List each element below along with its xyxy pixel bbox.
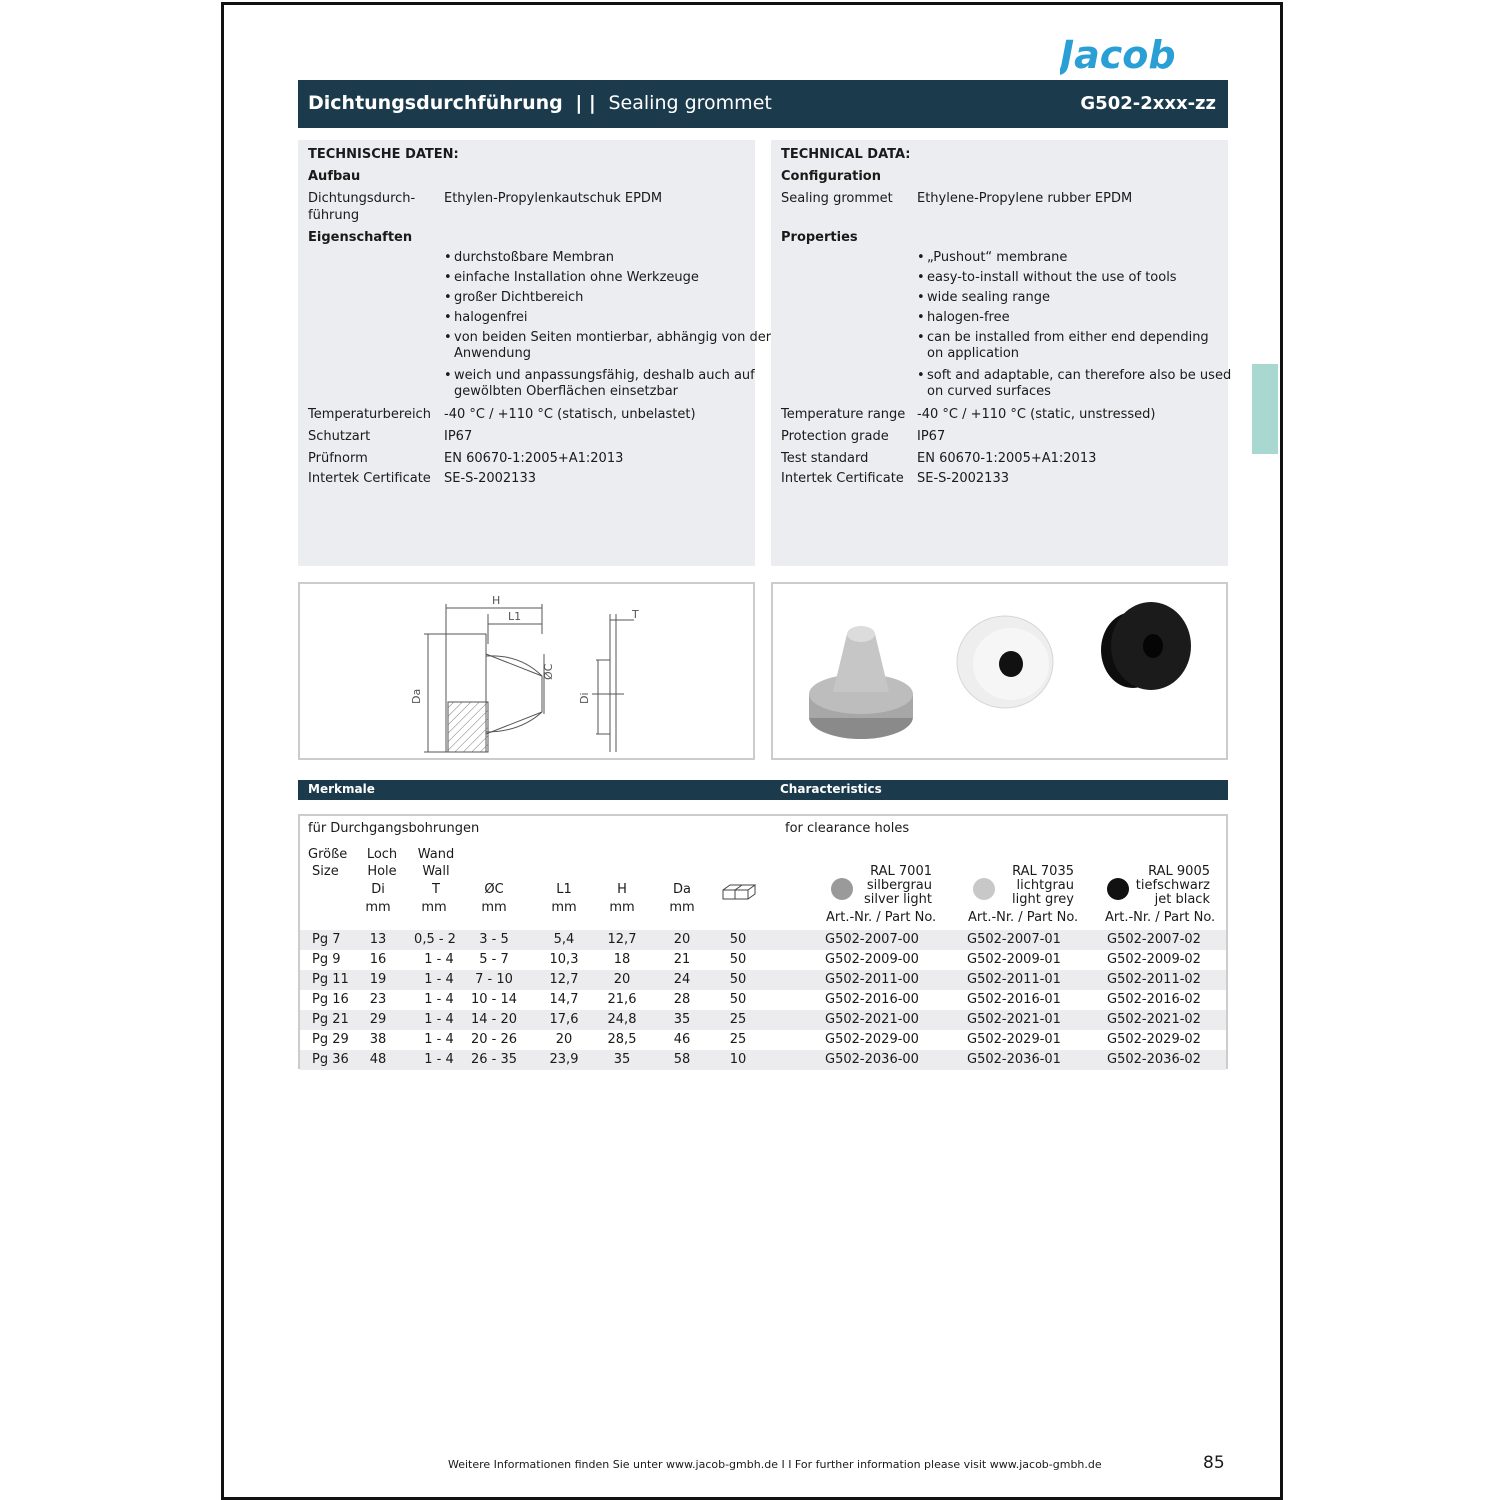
table-row: Pg 16 23 1 - 4 10 - 14 14,7 21,6 28 50 G502-2016-00 G502-2016-01 G502-2016-02 <box>312 992 1201 1007</box>
config-value-de: Ethylen-Propylenkautschuk EPDM <box>444 191 663 206</box>
section-config-en: Configuration <box>781 169 881 184</box>
config-value-en: Ethylene-Propylene rubber EPDM <box>917 191 1133 206</box>
page-number: 85 <box>1203 1453 1225 1473</box>
grommet-black-image <box>1101 602 1191 690</box>
section-properties-de: Eigenschaften <box>308 230 413 245</box>
header-wall-de: Wand <box>417 847 455 862</box>
swatch-black-icon <box>1106 877 1130 901</box>
characteristics-en: Characteristics <box>780 782 882 796</box>
header-da: Da <box>673 882 691 897</box>
swatch-lightgrey-icon <box>972 877 996 901</box>
heading-en: TECHNICAL DATA: <box>781 147 911 162</box>
color2-de: lichtgrau <box>1016 878 1074 893</box>
header-hole-sym: Di <box>371 882 385 897</box>
section-config-de: Aufbau <box>308 169 361 184</box>
header-c: ØC <box>484 882 504 897</box>
header-hole-unit: mm <box>365 900 391 915</box>
config-label-de-2: führung <box>308 208 360 223</box>
swatch-silver-icon <box>830 877 854 901</box>
technical-drawing <box>298 582 755 760</box>
dim-label-t: T <box>632 608 639 621</box>
technical-data-en: TECHNICAL DATA: Configuration Sealing grommet Ethylene-Propylene rubber EPDM Properties • „Pushout“ membrane • easy-to-install without the use of tools • wide sealing range • halogen-free • can be installed from either end depending on application • soft and adaptable, can therefore also be used on curved surfaces Temperature range -40 °C / +110 °C (static, unstressed) Protection grade IP67 Test standard EN 60670-1:2005+A1:2013 Intertek Certificate SE-S-2002133 <box>771 140 1228 566</box>
header-size-de: Größe <box>308 847 348 862</box>
table-row: Pg 7 13 0,5 - 2 3 - 5 5,4 12,7 20 50 G502-2007-00 G502-2007-01 G502-2007-02 <box>300 930 1226 950</box>
photos-svg <box>773 584 1226 758</box>
protection-label-en: Protection grade <box>781 429 889 444</box>
drawing-svg <box>300 584 753 758</box>
standard-value-de: EN 60670-1:2005+A1:2013 <box>444 451 624 466</box>
note-de: für Durchgangsbohrungen <box>308 821 480 836</box>
table-row: Pg 29 38 1 - 4 20 - 26 20 28,5 46 25 G502-2029-00 G502-2029-01 G502-2029-02 <box>312 1032 1201 1047</box>
temp-label-de: Temperaturbereich <box>308 407 431 422</box>
header-wall-sym: T <box>432 882 440 897</box>
jacob-logo <box>1060 36 1230 76</box>
color2-en: light grey <box>1012 892 1074 907</box>
header-c-unit: mm <box>481 900 507 915</box>
dim-label-da: Da <box>410 688 423 704</box>
header-h: H <box>617 882 627 897</box>
chapter-tab-marker <box>1252 364 1278 454</box>
characteristics-de: Merkmale <box>308 782 375 796</box>
box-icon <box>722 884 756 900</box>
table-row: Pg 9 16 1 - 4 5 - 7 10,3 18 21 50 G502-2009-00 G502-2009-01 G502-2009-02 <box>312 952 1201 967</box>
characteristics-bar <box>298 780 1228 800</box>
temp-label-en: Temperature range <box>781 407 906 422</box>
note-en: for clearance holes <box>785 821 910 836</box>
dim-label-l1: L1 <box>508 610 522 623</box>
page-title <box>308 92 772 114</box>
title-de: Dichtungsdurchführung <box>308 92 563 114</box>
config-label-en: Sealing grommet <box>781 191 893 206</box>
color1-ral: RAL 7001 <box>870 864 932 879</box>
color3-ral: RAL 9005 <box>1148 864 1210 879</box>
certificate-label-en: Intertek Certificate <box>781 471 904 486</box>
header-hole-de: Loch <box>366 847 398 862</box>
header-wall-unit: mm <box>421 900 447 915</box>
dim-label-c: ØC <box>542 663 555 680</box>
header-l1: L1 <box>556 882 572 897</box>
protection-label-de: Schutzart <box>308 429 371 444</box>
title-bar <box>298 80 1228 128</box>
dim-label-h: H <box>492 594 501 607</box>
grommet-silver-image <box>809 626 913 739</box>
grommet-lightgrey-image <box>957 616 1053 708</box>
dim-label-di: Di <box>578 692 591 704</box>
footer-text: Weitere Informationen finden Sie unter www.jacob-gmbh.de I I For further information please visit www.jacob-gmbh.de <box>448 1458 1102 1471</box>
color1-de: silbergrau <box>866 878 932 893</box>
temp-value-de: -40 °C / +110 °C (statisch, unbelastet) <box>444 407 696 422</box>
color3-de: tiefschwarz <box>1135 878 1210 893</box>
title-en: Sealing grommet <box>608 92 772 114</box>
table-row: Pg 36 48 1 - 4 26 - 35 23,9 35 58 10 G502-2036-00 G502-2036-01 G502-2036-02 <box>300 1050 1226 1070</box>
certificate-label-de: Intertek Certificate <box>308 471 431 486</box>
header-l1-unit: mm <box>551 900 577 915</box>
logo-text: Jacob <box>1060 36 1176 76</box>
standard-label-de: Prüfnorm <box>308 451 368 466</box>
technical-data-de: TECHNISCHE DATEN: Aufbau Dichtungsdurch- führung Ethylen-Propylenkautschuk EPDM Eigenschaften • durchstoßbare Membran • einfache Installation ohne Werkzeuge • großer Dichtbereich • halogenfrei • von beiden Seiten montierbar, abhängig von der Anwendung • weich und anpassungsfähig, deshalb auch auf gewölbten Oberflächen einsetzbar Temperaturbereich -40 °C / +110 °C (statisch, unbelastet) Schutzart IP67 Prüfnorm EN 60670-1:2005+A1:2013 Intertek Certificate SE-S-2002133 <box>298 140 755 566</box>
header-da-unit: mm <box>669 900 695 915</box>
color3-en: jet black <box>1154 892 1210 907</box>
standard-label-en: Test standard <box>781 451 869 466</box>
header-size-en: Size <box>312 864 339 879</box>
protection-value-en: IP67 <box>917 429 946 444</box>
protection-value-de: IP67 <box>444 429 473 444</box>
standard-value-en: EN 60670-1:2005+A1:2013 <box>917 451 1097 466</box>
heading-de: TECHNISCHE DATEN: <box>308 147 459 162</box>
section-properties-en: Properties <box>781 230 858 245</box>
product-table <box>298 814 1228 1069</box>
certificate-value-de: SE-S-2002133 <box>444 471 536 486</box>
color1-part-header: Art.-Nr. / Part No. <box>826 910 937 925</box>
table-row: Pg 21 29 1 - 4 14 - 20 17,6 24,8 35 25 G502-2021-00 G502-2021-01 G502-2021-02 <box>300 1010 1226 1030</box>
title-separator: | | <box>575 92 596 114</box>
product-photos <box>771 582 1228 760</box>
certificate-value-en: SE-S-2002133 <box>917 471 1009 486</box>
color3-part-header: Art.-Nr. / Part No. <box>1105 910 1216 925</box>
header-hole-en: Hole <box>367 864 397 879</box>
header-h-unit: mm <box>609 900 635 915</box>
header-wall-en: Wall <box>422 864 450 879</box>
product-code: G502-2xxx-zz <box>1080 93 1216 114</box>
color2-part-header: Art.-Nr. / Part No. <box>968 910 1079 925</box>
color1-en: silver light <box>864 892 932 907</box>
config-label-de-1: Dichtungsdurch- <box>308 191 416 206</box>
table-row: Pg 11 19 1 - 4 7 - 10 12,7 20 24 50 G502-2011-00 G502-2011-01 G502-2011-02 <box>300 970 1226 990</box>
color2-ral: RAL 7035 <box>1012 864 1074 879</box>
temp-value-en: -40 °C / +110 °C (static, unstressed) <box>917 407 1156 422</box>
